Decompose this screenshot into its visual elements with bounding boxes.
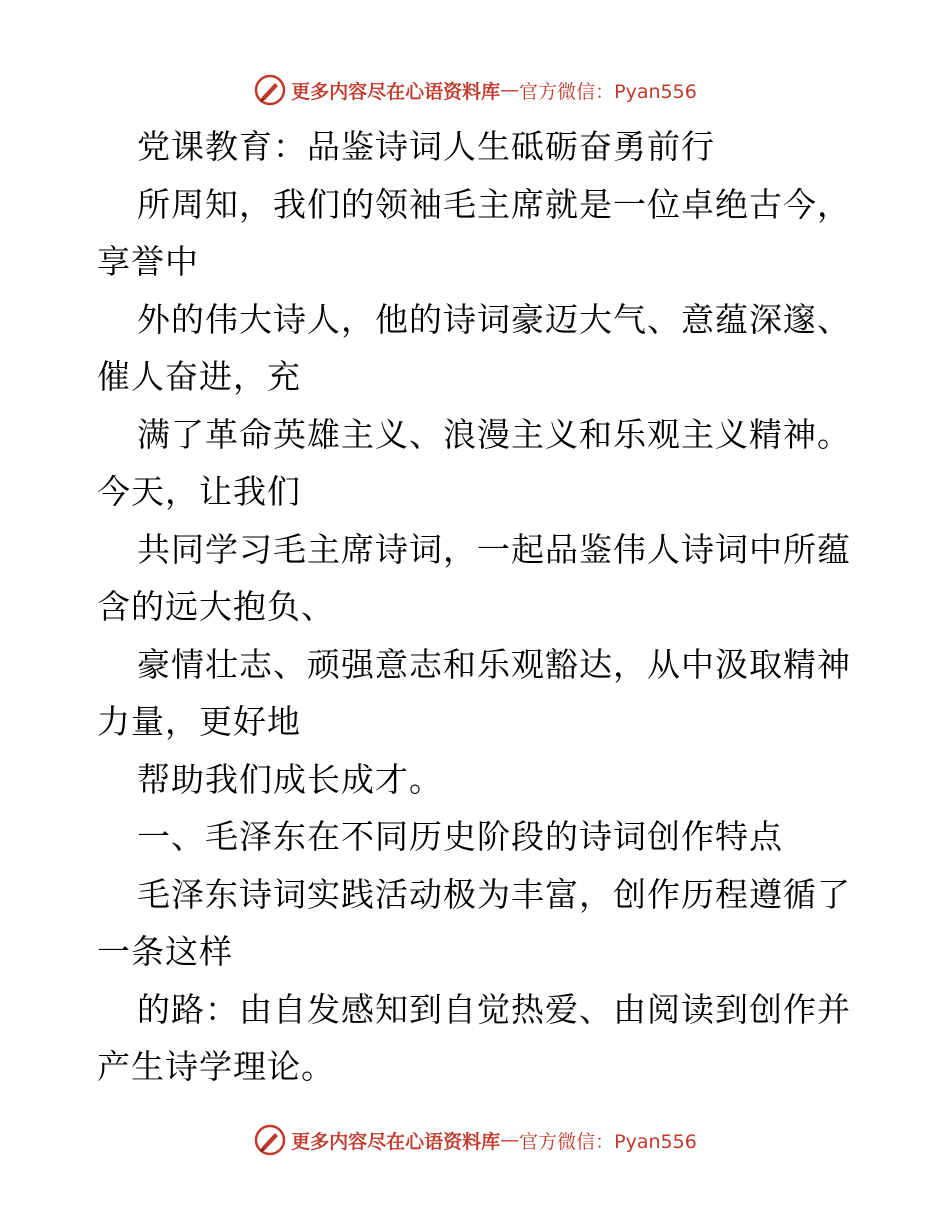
text-line: 含的远大抱负、 — [97, 587, 335, 626]
text-line: 帮助我们成长成才。 — [137, 759, 443, 799]
text-line: 毛泽东诗词实践活动极为丰富，创作历程遵循了 — [137, 874, 851, 914]
section-heading: 一、毛泽东在不同历史阶段的诗词创作特点 — [137, 817, 783, 856]
text-line: 所周知，我们的领袖毛主席就是一位卓绝古今， — [137, 184, 851, 224]
text-line: 催人奋进，充 — [97, 357, 301, 396]
text-line: 产生诗学理论。 — [97, 1047, 335, 1086]
footer-banner — [0, 1120, 950, 1160]
text-line: 一条这样 — [97, 932, 233, 971]
pen-logo-icon — [253, 1123, 287, 1157]
text-line: 满了革命英雄主义、浪漫主义和乐观主义精神。 — [137, 414, 851, 454]
banner-title: 更多内容尽在心语资料库 — [291, 1130, 501, 1153]
text-line: 今天，让我们 — [97, 472, 301, 511]
text-line: 外的伟大诗人，他的诗词豪迈大气、意蕴深邃、 — [137, 299, 851, 339]
text-line: 的路：由自发感知到自觉热爱、由阅读到创作并 — [137, 989, 851, 1029]
banner-title: 更多内容尽在心语资料库 — [291, 80, 501, 103]
banner-wechat: 官方微信：Pyan556 — [519, 1130, 697, 1153]
pen-logo-icon — [253, 73, 287, 107]
text-line: 力量，更好地 — [97, 702, 301, 741]
header-banner — [0, 70, 950, 110]
text-line: 享誉中 — [97, 242, 199, 281]
document-body — [97, 118, 857, 1096]
text-line: 豪情壮志、顽强意志和乐观豁达，从中汲取精神 — [137, 644, 851, 684]
banner-wechat: 官方微信：Pyan556 — [519, 80, 697, 103]
text-line: 共同学习毛主席诗词，一起品鉴伟人诗词中所蕴 — [137, 529, 851, 569]
banner-dash: — — [500, 79, 520, 101]
text-line: 党课教育：品鉴诗词人生砥砺奋勇前行 — [137, 127, 715, 166]
banner-dash: — — [500, 1129, 520, 1151]
